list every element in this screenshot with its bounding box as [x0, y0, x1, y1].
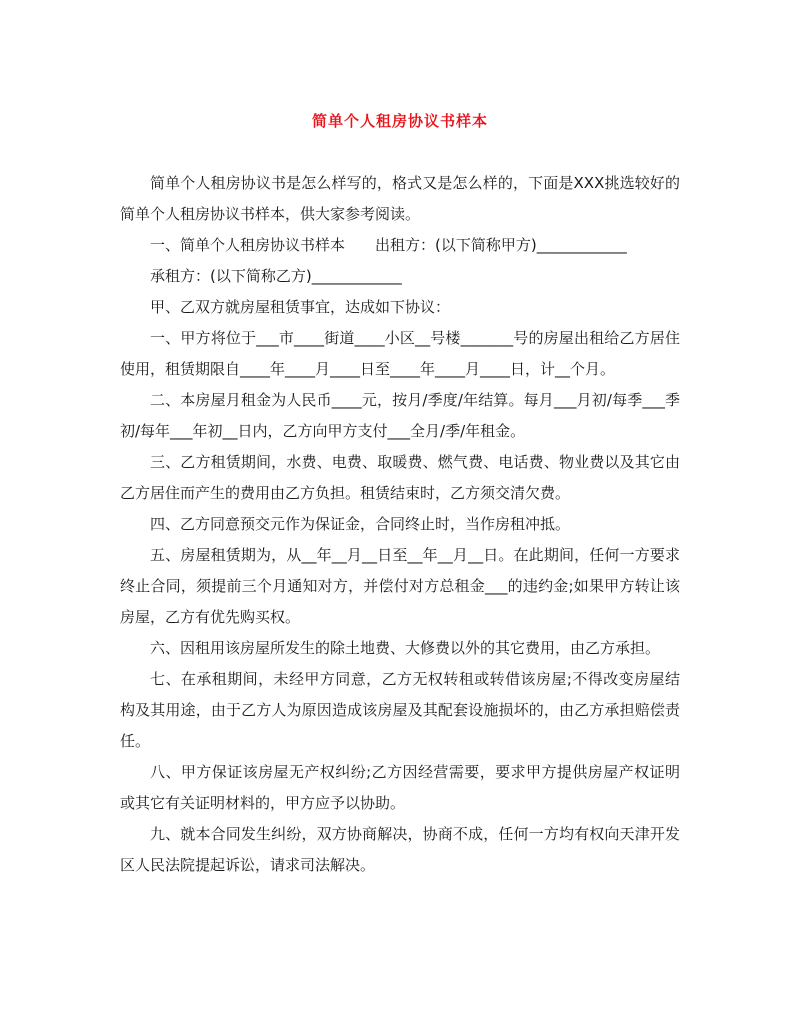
agreement-intro: 甲、乙双方就房屋租赁事宜，达成如下协议： — [150, 298, 451, 316]
clause-5: 五、房屋租赁期为，从__年__月__日至__年__月__日。在此期间，任何一方要求终止合同，须提前三个月通知对方，并偿付对方总租金___的违约金;如果甲方转让该房屋，乙方有优先购买权。 — [120, 546, 680, 626]
intro-paragraph: 简单个人租房协议书是怎么样写的，格式又是怎么样的，下面是XXX挑选较好的简单个人租房协议书样本，供大家参考阅读。 — [120, 174, 680, 223]
clause-8: 八、甲方保证该房屋无产权纠纷;乙方因经营需要，要求甲方提供房屋产权证明或其它有关证明材料的，甲方应予以协助。 — [120, 763, 680, 812]
lessee-line: 承租方：(以下简称乙方)____________ — [150, 267, 402, 285]
clause-2: 二、本房屋月租金为人民币____元，按月/季度/年结算。每月___月初/每季___季初/每年___年初__日内，乙方向甲方支付___全月/季/年租金。 — [120, 391, 680, 440]
clause-6: 六、因租用该房屋所发生的除土地费、大修费以外的其它费用，由乙方承担。 — [150, 639, 661, 657]
clause-3: 三、乙方租赁期间，水费、电费、取暖费、燃气费、电话费、物业费以及其它由乙方居住而产生的费用由乙方负担。租赁结束时，乙方须交清欠费。 — [120, 453, 680, 502]
clause-9: 九、就本合同发生纠纷，双方协商解决，协商不成，任何一方均有权向天津开发区人民法院提起诉讼，请求司法解决。 — [120, 825, 680, 874]
clause-7: 七、在承租期间，未经甲方同意，乙方无权转租或转借该房屋;不得改变房屋结构及其用途，由于乙方人为原因造成该房屋及其配套设施损坏的，由乙方承担赔偿责任。 — [120, 670, 680, 750]
document-body — [120, 168, 680, 881]
clause-4: 四、乙方同意预交元作为保证金，合同终止时，当作房租冲抵。 — [150, 515, 571, 533]
clause-1: 一、甲方将位于___市____街道____小区__号楼_______号的房屋出租给乙方居住使用，租赁期限自____年____月____日至____年____月____日，计__个月。 — [120, 329, 680, 378]
section-header-lessor: 一、简单个人租房协议书样本 出租方：(以下简称甲方)____________ — [150, 236, 627, 254]
document-title: 简单个人租房协议书样本 — [311, 112, 488, 130]
